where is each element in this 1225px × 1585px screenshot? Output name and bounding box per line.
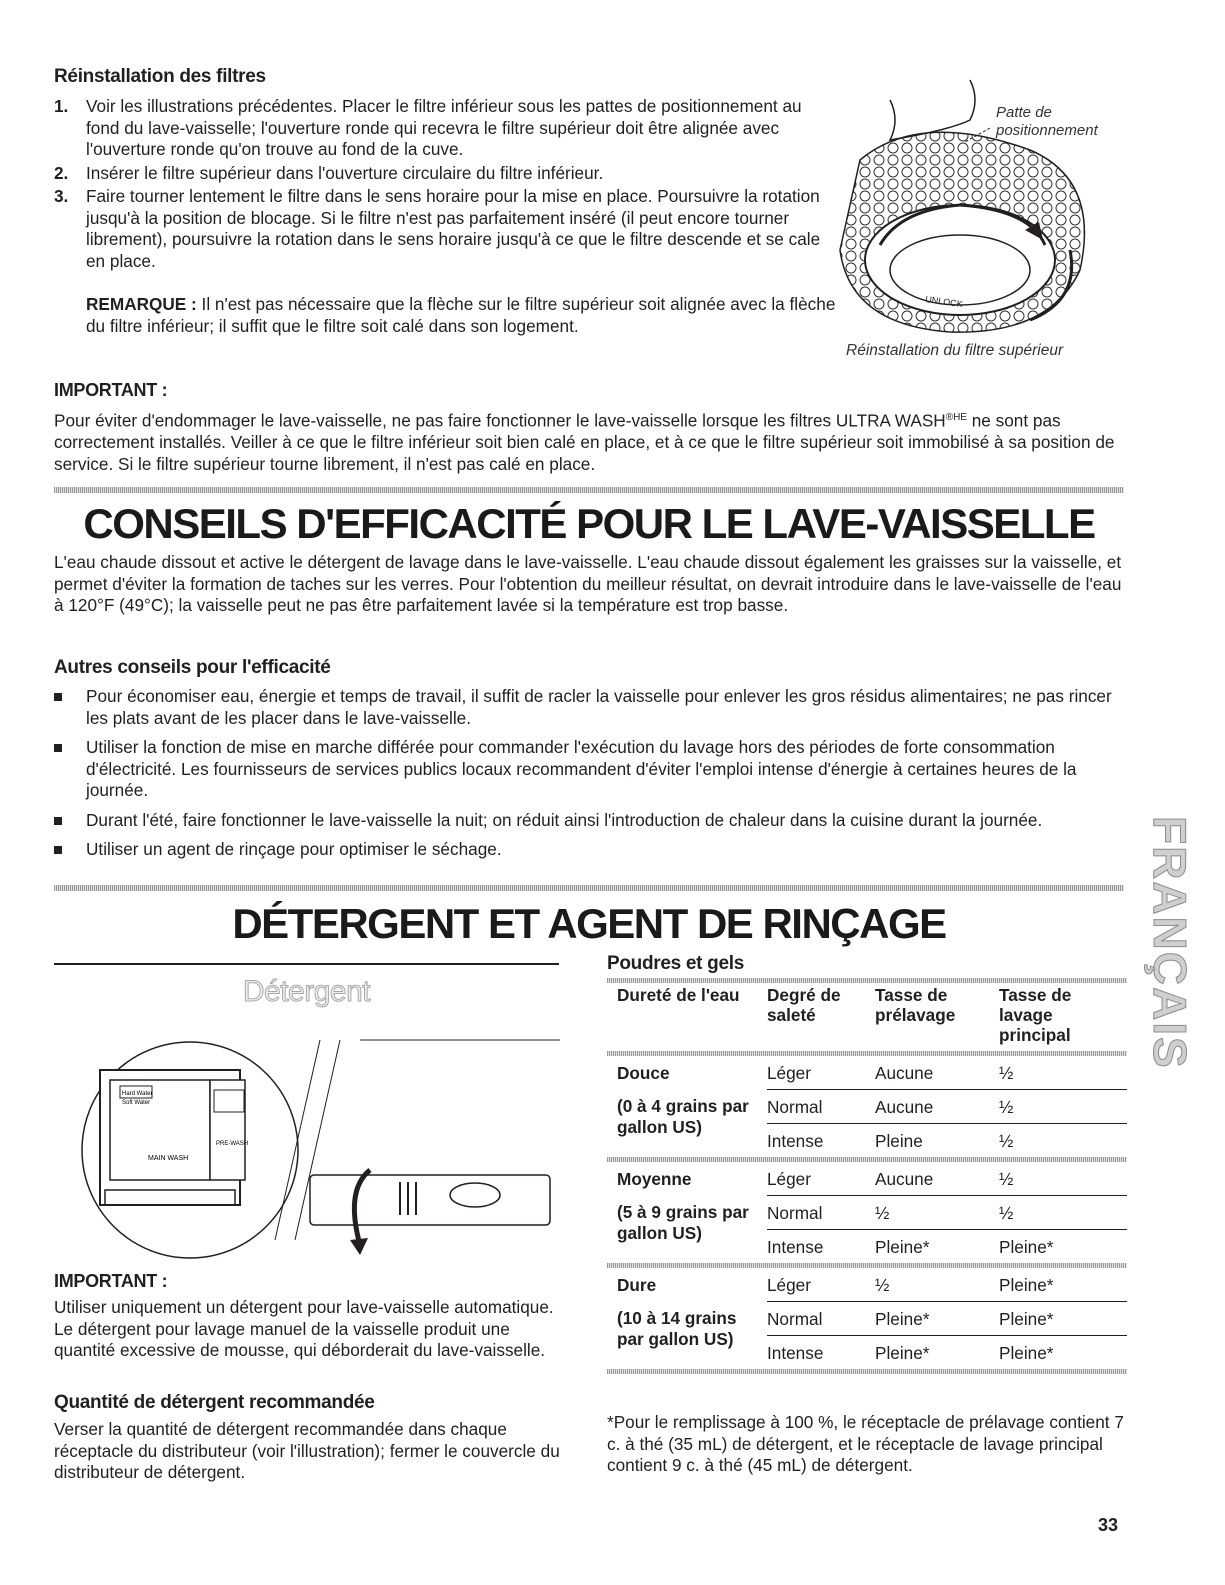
table-heading: Poudres et gels [607,953,744,974]
table-bottom-rule [607,1369,1127,1374]
prewash-cell: Pleine* [875,1230,999,1264]
hardness-level: Douce [617,1063,670,1083]
table-row [607,1162,1127,1196]
hard-water-label: Hard Water [122,1091,153,1097]
mainwash-cell: Pleine* [999,1336,1127,1370]
reinstall-steps [54,96,829,274]
hardness-range: (5 à 9 grains par gallon US) [617,1201,749,1243]
hardness-range: (0 à 4 grains par gallon US) [617,1095,749,1137]
detergent-table [607,978,1127,1374]
tip-item: Utiliser la fonction de mise en marche différée pour commander l'exécution du lavage hors des périodes de forte consommation d'électricité. Les fournisseurs de services publics locaux recommandent d'éviter l'emploi intense d'énergie à certaines heures de la journée. [54,737,1129,802]
column-rule [54,963,559,965]
section-divider [54,885,1124,891]
filter-illustration [830,70,1120,340]
table-header-row [607,983,1127,1051]
note-text: Il n'est pas nécessaire que la flèche sur le filtre supérieur soit alignée avec la flèche du filtre inférieur; il suffit que le filtre soit calé dans son logement. [86,294,836,336]
table-row [607,1196,1127,1230]
trademark: ®HE [945,412,967,423]
tip-item: Durant l'été, faire fonctionner le lave-vaisselle la nuit; on réduit ainsi l'introduction de chaleur dans la cuisine durant la journée. [54,810,1129,832]
soil-level-cell: Normal [767,1090,875,1124]
step-text: Insérer le filtre supérieur dans l'ouverture circulaire du filtre inférieur. [86,162,604,183]
column-header: Degré de saleté [767,985,841,1025]
mainwash-cell: ½ [999,1063,1014,1083]
column-header: Dureté de l'eau [617,985,740,1005]
important-text [54,407,1134,475]
soil-level-cell: Intense [767,1230,875,1264]
qty-text: Verser la quantité de détergent recommandée dans chaque réceptacle du distributeur (voir l'illustration); fermer le couvercle du distributeur de détergent. [54,1419,560,1482]
soil-level-cell: Léger [767,1275,811,1295]
detergent-subtitle: Détergent [242,975,371,1008]
mainwash-cell: ½ [999,1169,1014,1189]
step-text: Voir les illustrations précédentes. Placer le filtre inférieur sous les pattes de positionnement au fond du lave-vaisselle; l'ouverture ronde qui recevra le filtre supérieur doit être alignée avec l'ouverture ronde qu'on trouve au fond de la cuve. [86,96,802,159]
mainwash-cell: Pleine* [999,1230,1127,1264]
important-label: IMPORTANT : [54,380,168,400]
efficiency-tips [54,686,1129,869]
table-row [607,1302,1127,1336]
important-text-part: ne sont pas correctement installés. Veiller à ce que le filtre inférieur soit bien calé en place, et à ce que le filtre supérieur soit immobilisé à sa position de service. Si le filtre supérieur tourne librement, il n'est pas calé en place. [54,410,1115,474]
section-divider [54,487,1124,493]
pre-wash-label: PRE-WASH [216,1141,249,1147]
soil-level-cell: Léger [767,1063,811,1083]
detergent-table-grid [607,978,1127,1374]
step-number: 1. [54,96,69,116]
prewash-cell: Aucune [875,1090,999,1124]
efficiency-title: CONSEILS D'EFFICACITÉ POUR LE LAVE-VAISSELLE [83,500,1095,547]
mainwash-cell: ½ [999,1124,1127,1158]
prewash-cell: Aucune [875,1169,934,1189]
language-side-tab: FRANÇAIS [1144,816,1196,1070]
efficiency-subheading: Autres conseils pour l'efficacité [54,657,331,678]
prewash-cell: ½ [875,1275,890,1295]
step-number: 2. [54,162,69,183]
tip-item: Utiliser un agent de rinçage pour optimiser le séchage. [54,839,1129,861]
efficiency-intro: L'eau chaude dissout et active le détergent de lavage dans le lave-vaisselle. L'eau chaude dissout également les graisses sur la vaisselle, et permet d'éviter la formation de taches sur les verres. Pour l'obtention du meilleur résultat, on devrait introduire dans le lave-vaisselle de l'eau à 120°F (49°C); la vaisselle peut ne pas être parfaitement lavée si la température est trop basse. [54,552,1122,615]
page-number: 33 [1098,1515,1119,1535]
soil-level-cell: Intense [767,1336,875,1370]
prewash-cell: Aucune [875,1063,934,1083]
dispenser-drawing [60,1010,560,1260]
note-label: REMARQUE : [86,294,197,314]
qty-heading: Quantité de détergent recommandée [54,1392,375,1413]
soil-level-cell: Normal [767,1196,875,1230]
dispenser-illustration [60,1010,560,1260]
soil-level-cell: Léger [767,1169,811,1189]
important-text-part: Pour éviter d'endommager le lave-vaisselle, ne pas faire fonctionner le lave-vaisselle lorsque les filtres ULTRA WASH [54,410,946,431]
mainwash-cell: ½ [999,1090,1127,1124]
section-heading-reinstall: Réinstallation des filtres [54,66,266,87]
prewash-cell: ½ [875,1196,999,1230]
mainwash-cell: ½ [999,1196,1127,1230]
hardness-level: Dure [617,1275,657,1295]
soil-level-cell: Normal [767,1302,875,1336]
main-wash-label: MAIN WASH [148,1155,189,1162]
detergent-important-label: IMPORTANT : [54,1271,168,1291]
hardness-level: Moyenne [617,1169,692,1189]
hardness-range: (10 à 14 grains par gallon US) [617,1307,737,1349]
step-item [54,186,829,272]
detergent-title: DÉTERGENT ET AGENT DE RINÇAGE [232,900,946,947]
mainwash-cell: Pleine* [999,1302,1127,1336]
prewash-cell: Pleine [875,1124,999,1158]
step-item [54,163,829,185]
tip-item: Pour économiser eau, énergie et temps de travail, il suffit de racler la vaisselle pour enlever les gros résidus alimentaires; ne pas rincer les plats avant de les placer dans le lave-vaisselle. [54,686,1129,729]
table-row [607,1268,1127,1302]
reinstall-note [54,294,844,337]
detergent-important-text: Utiliser uniquement un détergent pour lave-vaisselle automatique. Le détergent pour lavage manuel de la vaisselle produit une quantité excessive de mousse, qui déborderait du lave-vaisselle. [54,1297,554,1360]
column-header: Tasse de prélavage [875,985,956,1025]
figure-caption: Réinstallation du filtre supérieur [846,342,1064,359]
step-text: Faire tourner lentement le filtre dans le sens horaire pour la mise en place. Poursuivre la rotation jusqu'à la position de blocage. Si le filtre n'est pas parfaitement inséré (il peut encore tourner librement), poursuivre la rotation dans le sens horaire jusqu'à ce que le filtre descende et se cale en place. [86,186,821,271]
step-number: 3. [54,186,69,206]
table-footnote: *Pour le remplissage à 100 %, le réceptacle de prélavage contient 7 c. à thé (35 mL) de détergent, et le réceptacle de lavage principal contient 9 c. à thé (45 mL) de détergent. [607,1412,1124,1475]
table-row [607,1056,1127,1090]
figure-label: Patte de positionnement [996,104,1098,139]
column-header: Tasse de lavage principal [999,985,1072,1045]
step-item [54,96,829,161]
soft-water-label: Soft Water [122,1100,151,1106]
table-row [607,1090,1127,1124]
soil-level-cell: Intense [767,1124,875,1158]
prewash-cell: Pleine* [875,1336,999,1370]
mainwash-cell: Pleine* [999,1275,1054,1295]
prewash-cell: Pleine* [875,1302,999,1336]
unlock-label: UNLOCK [924,294,964,310]
